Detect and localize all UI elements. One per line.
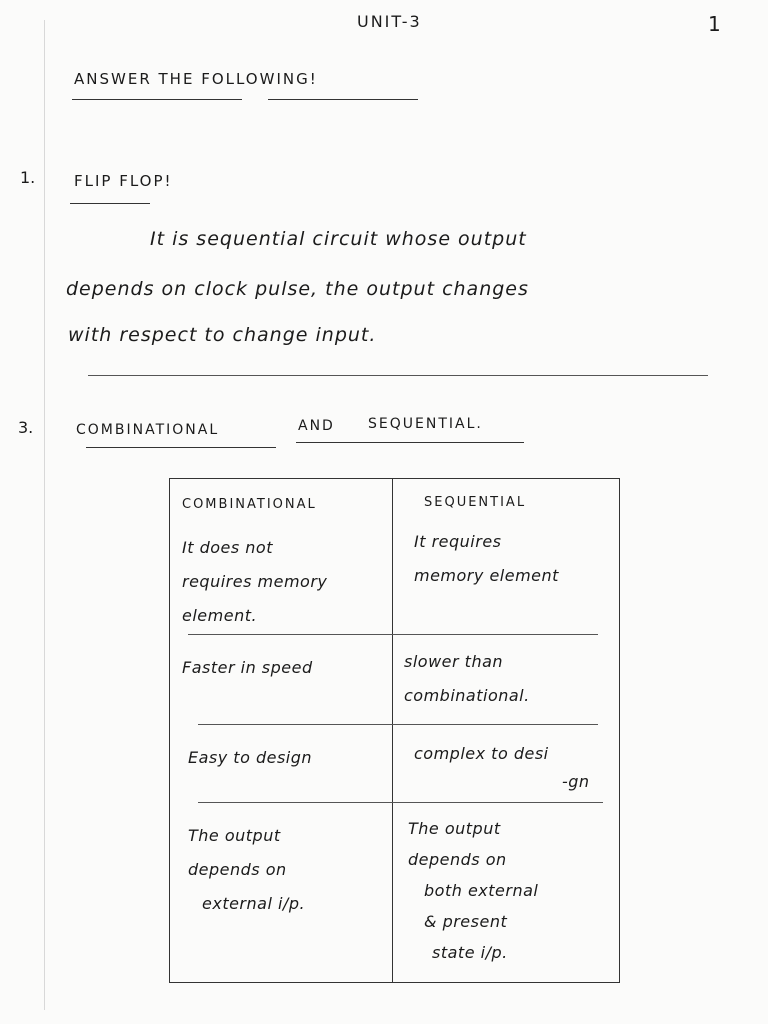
question-3-number: 3. [18,418,34,437]
question-3-title-right: SEQUENTIAL. [368,416,483,432]
question-3-title-mid: AND [298,418,335,434]
page-number: 1 [708,12,721,36]
question-3-title-left: COMBINATIONAL [76,422,220,438]
question-1-number: 1. [20,168,36,187]
question-3-underline-1 [86,447,276,448]
table-cell-row1-left: It does not requires memory element. [182,538,328,625]
table-row-divider [188,634,598,635]
table-cell-row2-right: slower than combinational. [404,652,530,705]
table-cell-row2-left: Faster in speed [182,658,313,677]
table-header-combinational: COMBINATIONAL [182,497,317,512]
answer-1-line-2: depends on clock pulse, the output changes [66,278,529,300]
answer-1-line-3: with respect to change input. [68,324,377,346]
question-3-underline-2 [296,442,524,443]
table-cell-row3-right: complex to desi -gn [414,744,590,791]
question-1-title-underline [70,203,150,204]
heading-underline-2 [268,99,418,100]
table-cell-row4-left: The output depends on external i/p. [188,826,306,913]
table-row-divider [198,802,603,803]
table-cell-row4-right: The output depends on both external & present state i/p. [408,819,539,962]
table-cell-row3-left: Easy to design [188,748,313,767]
question-1-title: FLIP FLOP! [74,172,173,190]
table-cell-row1-right: It requires memory element [414,532,559,585]
table-header-sequential: SEQUENTIAL [424,495,527,510]
section-divider [88,375,708,376]
page-heading: ANSWER THE FOLLOWING! [74,70,318,88]
comparison-table [169,478,620,983]
heading-underline-1 [72,99,242,100]
table-column-divider [392,479,393,982]
table-row-divider [198,724,598,725]
page-margin-line [44,20,45,1010]
unit-label: UNIT-3 [357,12,422,31]
answer-1-line-1: It is sequential circuit whose output [150,228,527,250]
